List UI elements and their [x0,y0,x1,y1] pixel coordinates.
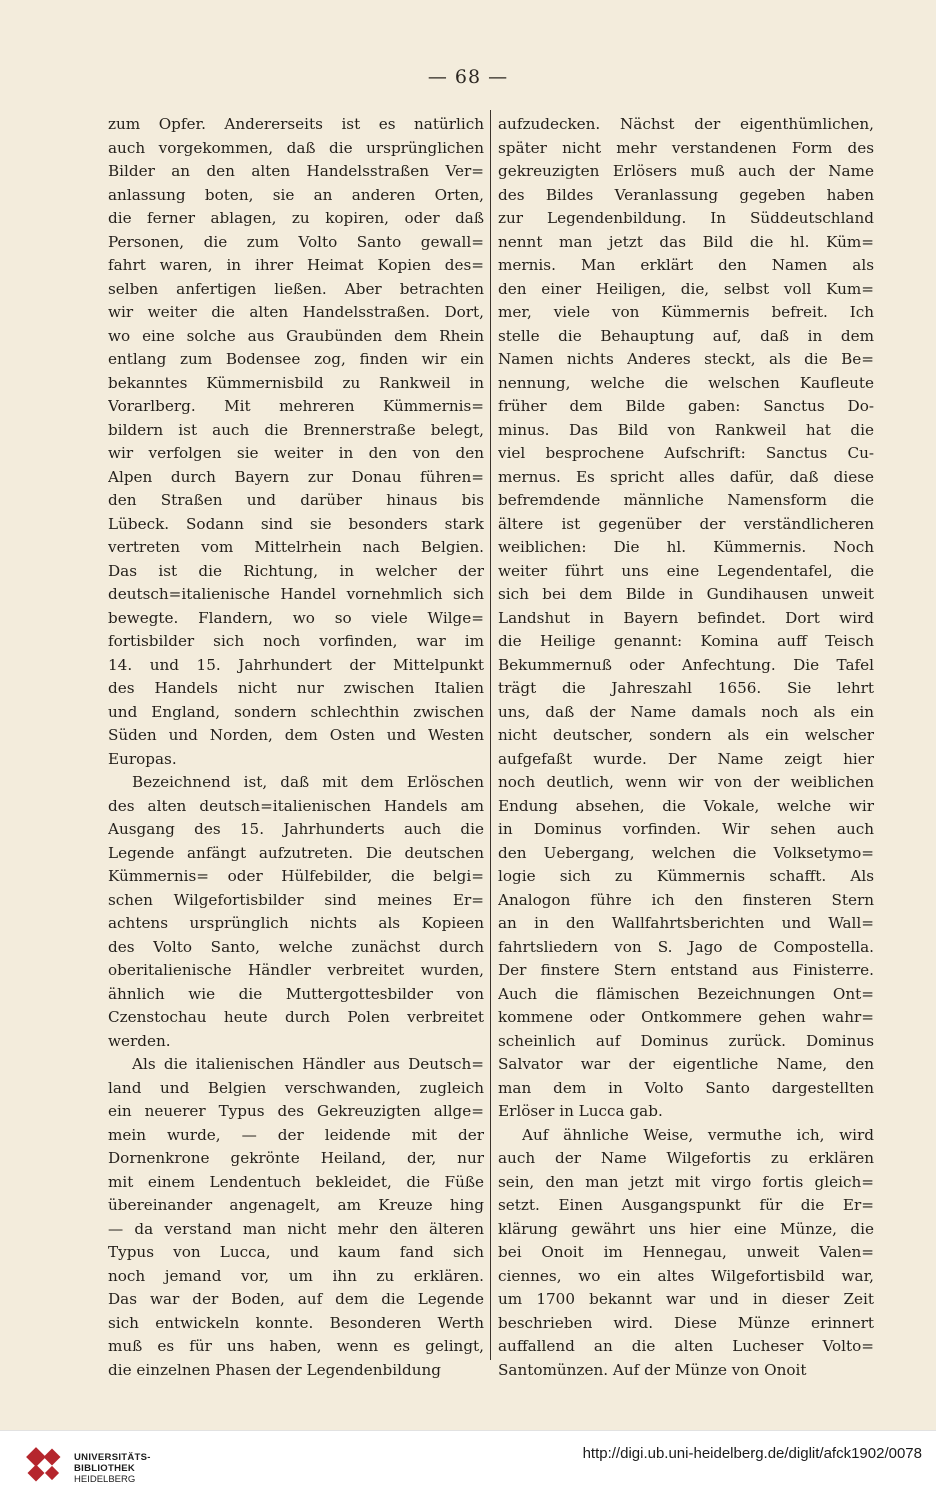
text-line: — da verstand man nicht mehr den älteren [108,1219,484,1238]
text-line: Bilder an den alten Handelsstraßen Ver= [108,162,484,180]
right-text-column [498,113,874,1382]
text-line: schen Wilgefortisbilder sind meines Er= [108,890,484,909]
text-line: des Bildes Veranlassung gegeben haben [498,185,874,204]
text-line: fahrtsliedern von S. Jago de Compostella. [498,937,874,956]
text-line: oberitalienische Händler verbreitet wurden, [108,961,484,979]
text-line: vertreten vom Mittelrhein nach Belgien. [108,538,484,556]
text-line: nennung, welche die welschen Kaufleute [498,373,874,392]
text-line: befremdende männliche Namensform die [498,491,874,509]
text-line: sich entwickeln konnte. Besonderen Werth [108,1313,484,1332]
text-line: zur Legendenbildung. In Süddeutschland [498,209,874,227]
text-line: Ausgang des 15. Jahrhunderts auch die [108,820,484,838]
text-line: gekreuzigten Erlösers muß auch der Name [498,162,874,180]
text-line: Endung absehen, die Vokale, welche wir [498,796,874,815]
text-line: früher dem Bilde gaben: Sanctus Do- [498,397,874,415]
text-line: werden. [108,1031,171,1050]
text-line: selben anfertigen ließen. Aber betrachten [108,279,484,298]
text-line: wo eine solche aus Graubünden dem Rhein [108,326,484,345]
page-url-link[interactable]: http://digi.ub.uni-heidelberg.de/diglit/afck1902/0078 [582,1445,922,1462]
text-line: stelle die Behauptung auf, daß in dem [498,326,874,345]
text-line: die einzelnen Phasen der Legendenbildung [108,1360,441,1379]
text-line: übereinander angenagelt, am Kreuze hing [108,1196,484,1214]
text-line: beschrieben wird. Diese Münze erinnert [498,1313,874,1332]
text-line: Als die italienischen Händler aus Deutsch= [132,1055,484,1073]
text-line: mernis. Man erklärt den Namen als [498,256,874,274]
text-line: mernus. Es spricht alles dafür, daß diese [498,467,874,486]
text-line: klärung gewährt uns hier eine Münze, die [498,1219,874,1238]
text-line: später nicht mehr verstandenen Form des [498,138,874,157]
text-line: ciennes, wo ein altes Wilgefortisbild war, [498,1266,874,1285]
text-line: muß es für uns haben, wenn es gelingt, [108,1337,484,1355]
text-line: mer, viele von Kümmernis befreit. Ich [498,303,874,321]
text-line: uns, daß der Name damals noch als ein [498,702,874,721]
text-line: wir weiter die alten Handelsstraßen. Dort, [108,303,484,321]
text-line: achtens ursprünglich nichts als Kopieen [108,914,484,932]
text-line: Vorarlberg. Mit mehreren Kümmernis= [108,397,484,415]
text-line: logie sich zu Kümmernis schafft. Als [498,867,874,885]
library-logo-text [74,1452,151,1485]
text-line: den Straßen und darüber hinaus bis [108,491,484,509]
text-line: zum Opfer. Andererseits ist es natürlich [108,115,484,133]
text-line: anlassung boten, sie an anderen Orten, [108,185,484,204]
text-line: des Handels nicht nur zwischen Italien [108,679,484,697]
text-line: Czenstochau heute durch Polen verbreitet [108,1008,484,1026]
text-line: Namen nichts Anderes steckt, als die Be= [498,350,874,368]
text-line: Erlöser in Lucca gab. [498,1102,663,1120]
text-line: des Volto Santo, welche zunächst durch [108,937,484,956]
text-line: des alten deutsch=italienischen Handels am [108,796,484,815]
text-line: man dem in Volto Santo dargestellten [498,1078,874,1097]
library-logo-icon [26,1447,66,1487]
text-line: scheinlich auf Dominus zurück. Dominus [498,1031,874,1050]
text-line: die Heilige genannt: Komina auff Teisch [498,632,874,650]
text-line: Personen, die zum Volto Santo gewall= [108,232,484,251]
text-line: Das ist die Richtung, in welcher der [108,561,484,580]
column-divider [490,110,491,1360]
text-line: Das war der Boden, auf dem die Legende [108,1290,484,1308]
text-line: wir verfolgen sie weiter in den von den [108,444,484,462]
text-line: land und Belgien verschwanden, zugleich [108,1078,484,1097]
text-line: noch jemand vor, um ihn zu erklären. [108,1266,484,1285]
text-line: trägt die Jahreszahl 1656. Sie lehrt [498,679,874,697]
text-line: Bekummernuß oder Anfechtung. Die Tafel [498,655,874,674]
text-line: 14. und 15. Jahrhundert der Mittelpunkt [108,655,484,674]
text-line: an in den Wallfahrtsberichten und Wall= [498,914,874,932]
text-line: bekanntes Kümmernisbild zu Rankweil in [108,373,484,392]
text-line: um 1700 bekannt war und in dieser Zeit [498,1290,874,1308]
text-line: nennt man jetzt das Bild die hl. Küm= [498,232,874,251]
text-line: den Uebergang, welchen die Volksetymo= [498,843,874,862]
text-line: ein neuerer Typus des Gekreuzigten allge= [108,1102,484,1120]
text-line: die ferner ablagen, zu kopiren, oder daß [108,209,484,227]
text-line: Legende anfängt aufzutreten. Die deutschen [108,843,484,862]
text-line: Auch die flämischen Bezeichnungen Ont= [498,984,874,1003]
text-line: Santomünzen. Auf der Münze von Onoit [498,1360,807,1379]
text-line: bewegte. Flandern, wo so viele Wilge= [108,608,484,627]
text-line: aufgefaßt wurde. Der Name zeigt hier [498,749,874,768]
text-line: Auf ähnliche Weise, vermuthe ich, wird [522,1125,874,1144]
logo-line-1: UNIVERSITÄTS- [74,1452,151,1463]
text-line: mein wurde, — der leidende mit der [108,1125,484,1144]
text-line: Kümmernis= oder Hülfebilder, die belgi= [108,867,484,885]
text-line: fahrt waren, in ihrer Heimat Kopien des= [108,256,484,274]
text-line: bildern ist auch die Brennerstraße belegt, [108,420,484,439]
text-line: bei Onoit im Hennegau, unweit Valen= [498,1243,874,1261]
text-line: aufzudecken. Nächst der eigenthümlichen, [498,115,874,133]
text-line: nicht deutscher, sondern als ein welscher [498,726,874,744]
viewer-footer [0,1430,936,1501]
logo-line-3: HEIDELBERG [74,1474,136,1485]
text-line: auch der Name Wilgefortis zu erklären [498,1149,874,1167]
text-line: auch vorgekommen, daß die ursprünglichen [108,138,484,157]
text-line: Süden und Norden, dem Osten und Westen [108,726,484,744]
text-line: und England, sondern schlechthin zwischen [108,702,484,721]
text-line: Landshut in Bayern befindet. Dort wird [498,608,874,627]
text-line: Europas. [108,749,177,768]
text-line: fortisbilder sich noch vorfinden, war im [108,632,484,650]
text-line: Lübeck. Sodann sind sie besonders stark [108,514,484,533]
logo-line-2: BIBLIOTHEK [74,1463,136,1474]
text-line: Salvator war der eigentliche Name, den [498,1055,874,1073]
text-line: deutsch=italienische Handel vornehmlich sich [108,585,484,603]
text-line: sein, den man jetzt mit virgo fortis gleich= [498,1172,874,1191]
left-text-column [108,113,484,1382]
text-line: noch deutlich, wenn wir von der weiblichen [498,773,874,791]
text-line: weiter führt uns eine Legendentafel, die [498,561,874,580]
text-line: Dornenkrone gekrönte Heiland, der, nur [108,1149,484,1167]
text-line: den einer Heiligen, die, selbst voll Kum= [498,279,874,298]
text-line: Alpen durch Bayern zur Donau führen= [108,467,484,486]
text-line: Analogon führe ich den finsteren Stern [498,890,874,909]
text-line: entlang zum Bodensee zog, finden wir ein [108,350,484,368]
text-line: ähnlich wie die Muttergottesbilder von [108,984,484,1003]
text-line: Typus von Lucca, und kaum fand sich [108,1243,484,1261]
text-line: mit einem Lendentuch bekleidet, die Füße [108,1172,484,1191]
text-line: minus. Das Bild von Rankweil hat die [498,420,874,439]
text-line: ältere ist gegenüber der verständlicheren [498,514,874,533]
library-logo[interactable] [26,1443,176,1489]
text-line: in Dominus vorfinden. Wir sehen auch [498,820,874,838]
text-line: kommene oder Ontkommere gehen wahr= [498,1008,874,1026]
text-line: Der finstere Stern entstand aus Finisterre. [498,961,874,979]
text-line: weiblichen: Die hl. Kümmernis. Noch [498,538,874,556]
text-line: auffallend an die alten Lucheser Volto= [498,1337,874,1355]
page-number: — 68 — [427,66,509,88]
text-line: setzt. Einen Ausgangspunkt für die Er= [498,1196,874,1214]
text-line: Bezeichnend ist, daß mit dem Erlöschen [132,773,484,791]
text-line: sich bei dem Bilde in Gundihausen unweit [498,585,874,603]
text-line: viel besprochene Aufschrift: Sanctus Cu- [498,444,874,462]
